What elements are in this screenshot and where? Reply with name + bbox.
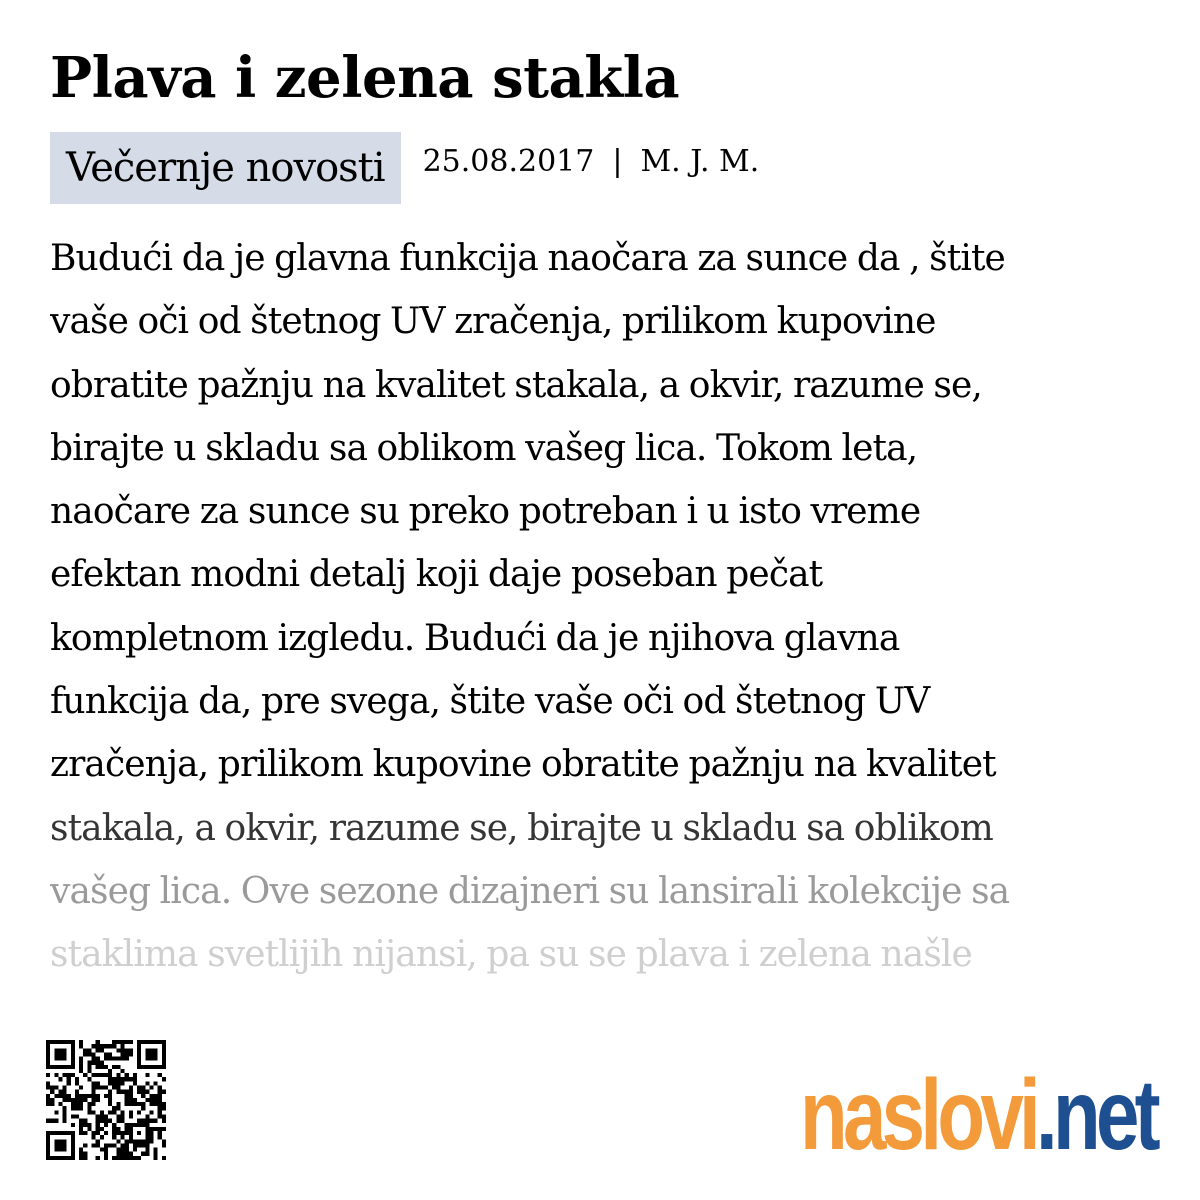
body-line: stakala, a okvir, razume se, birajte u skladu sa oblikom bbox=[50, 807, 993, 849]
body-line: staklima svetlijih nijansi, pa su se plava i zelena našle bbox=[50, 934, 972, 976]
qr-code-icon bbox=[46, 1038, 166, 1162]
article-title: Plava i zelena stakla bbox=[50, 45, 680, 111]
article-author: M. J. M. bbox=[640, 143, 760, 179]
body-line: obratite pažnju na kvalitet stakala, a okvir, razume se, bbox=[50, 364, 982, 406]
body-line: naočare za sunce su preko potreban i u isto vreme bbox=[50, 491, 921, 533]
logo-part-naslovi: naslovi bbox=[800, 1059, 1037, 1171]
body-line: funkcija da, pre svega, štite vaše oči od štetnog UV bbox=[50, 681, 930, 723]
source-badge: Večernje novosti bbox=[50, 132, 401, 204]
article-meta bbox=[50, 132, 759, 204]
article-date: 25.08.2017 bbox=[422, 143, 595, 179]
body-line: kompletnom izgledu. Budući da je njihova glavna bbox=[50, 617, 900, 659]
logo-part-net: .net bbox=[1036, 1059, 1156, 1171]
dateline bbox=[423, 144, 760, 179]
body-line: Budući da je glavna funkcija naočara za sunce da , štite bbox=[50, 238, 1005, 279]
body-line: birajte u skladu sa oblikom vašeg lica. Tokom leta, bbox=[50, 427, 918, 469]
body-line: vašeg lica. Ove sezone dizajneri su lansirali kolekcije sa bbox=[50, 870, 1010, 912]
body-line: zračenja, prilikom kupovine obratite pažnju na kvalitet bbox=[50, 744, 996, 786]
meta-separator: | bbox=[612, 143, 623, 179]
article-body bbox=[50, 227, 1150, 987]
body-line: vaše oči od štetnog UV zračenja, prilikom kupovine bbox=[50, 301, 936, 343]
naslovi-logo[interactable] bbox=[800, 1059, 1156, 1171]
body-line: efektan modni detalj koji daje poseban pečat bbox=[50, 554, 823, 596]
